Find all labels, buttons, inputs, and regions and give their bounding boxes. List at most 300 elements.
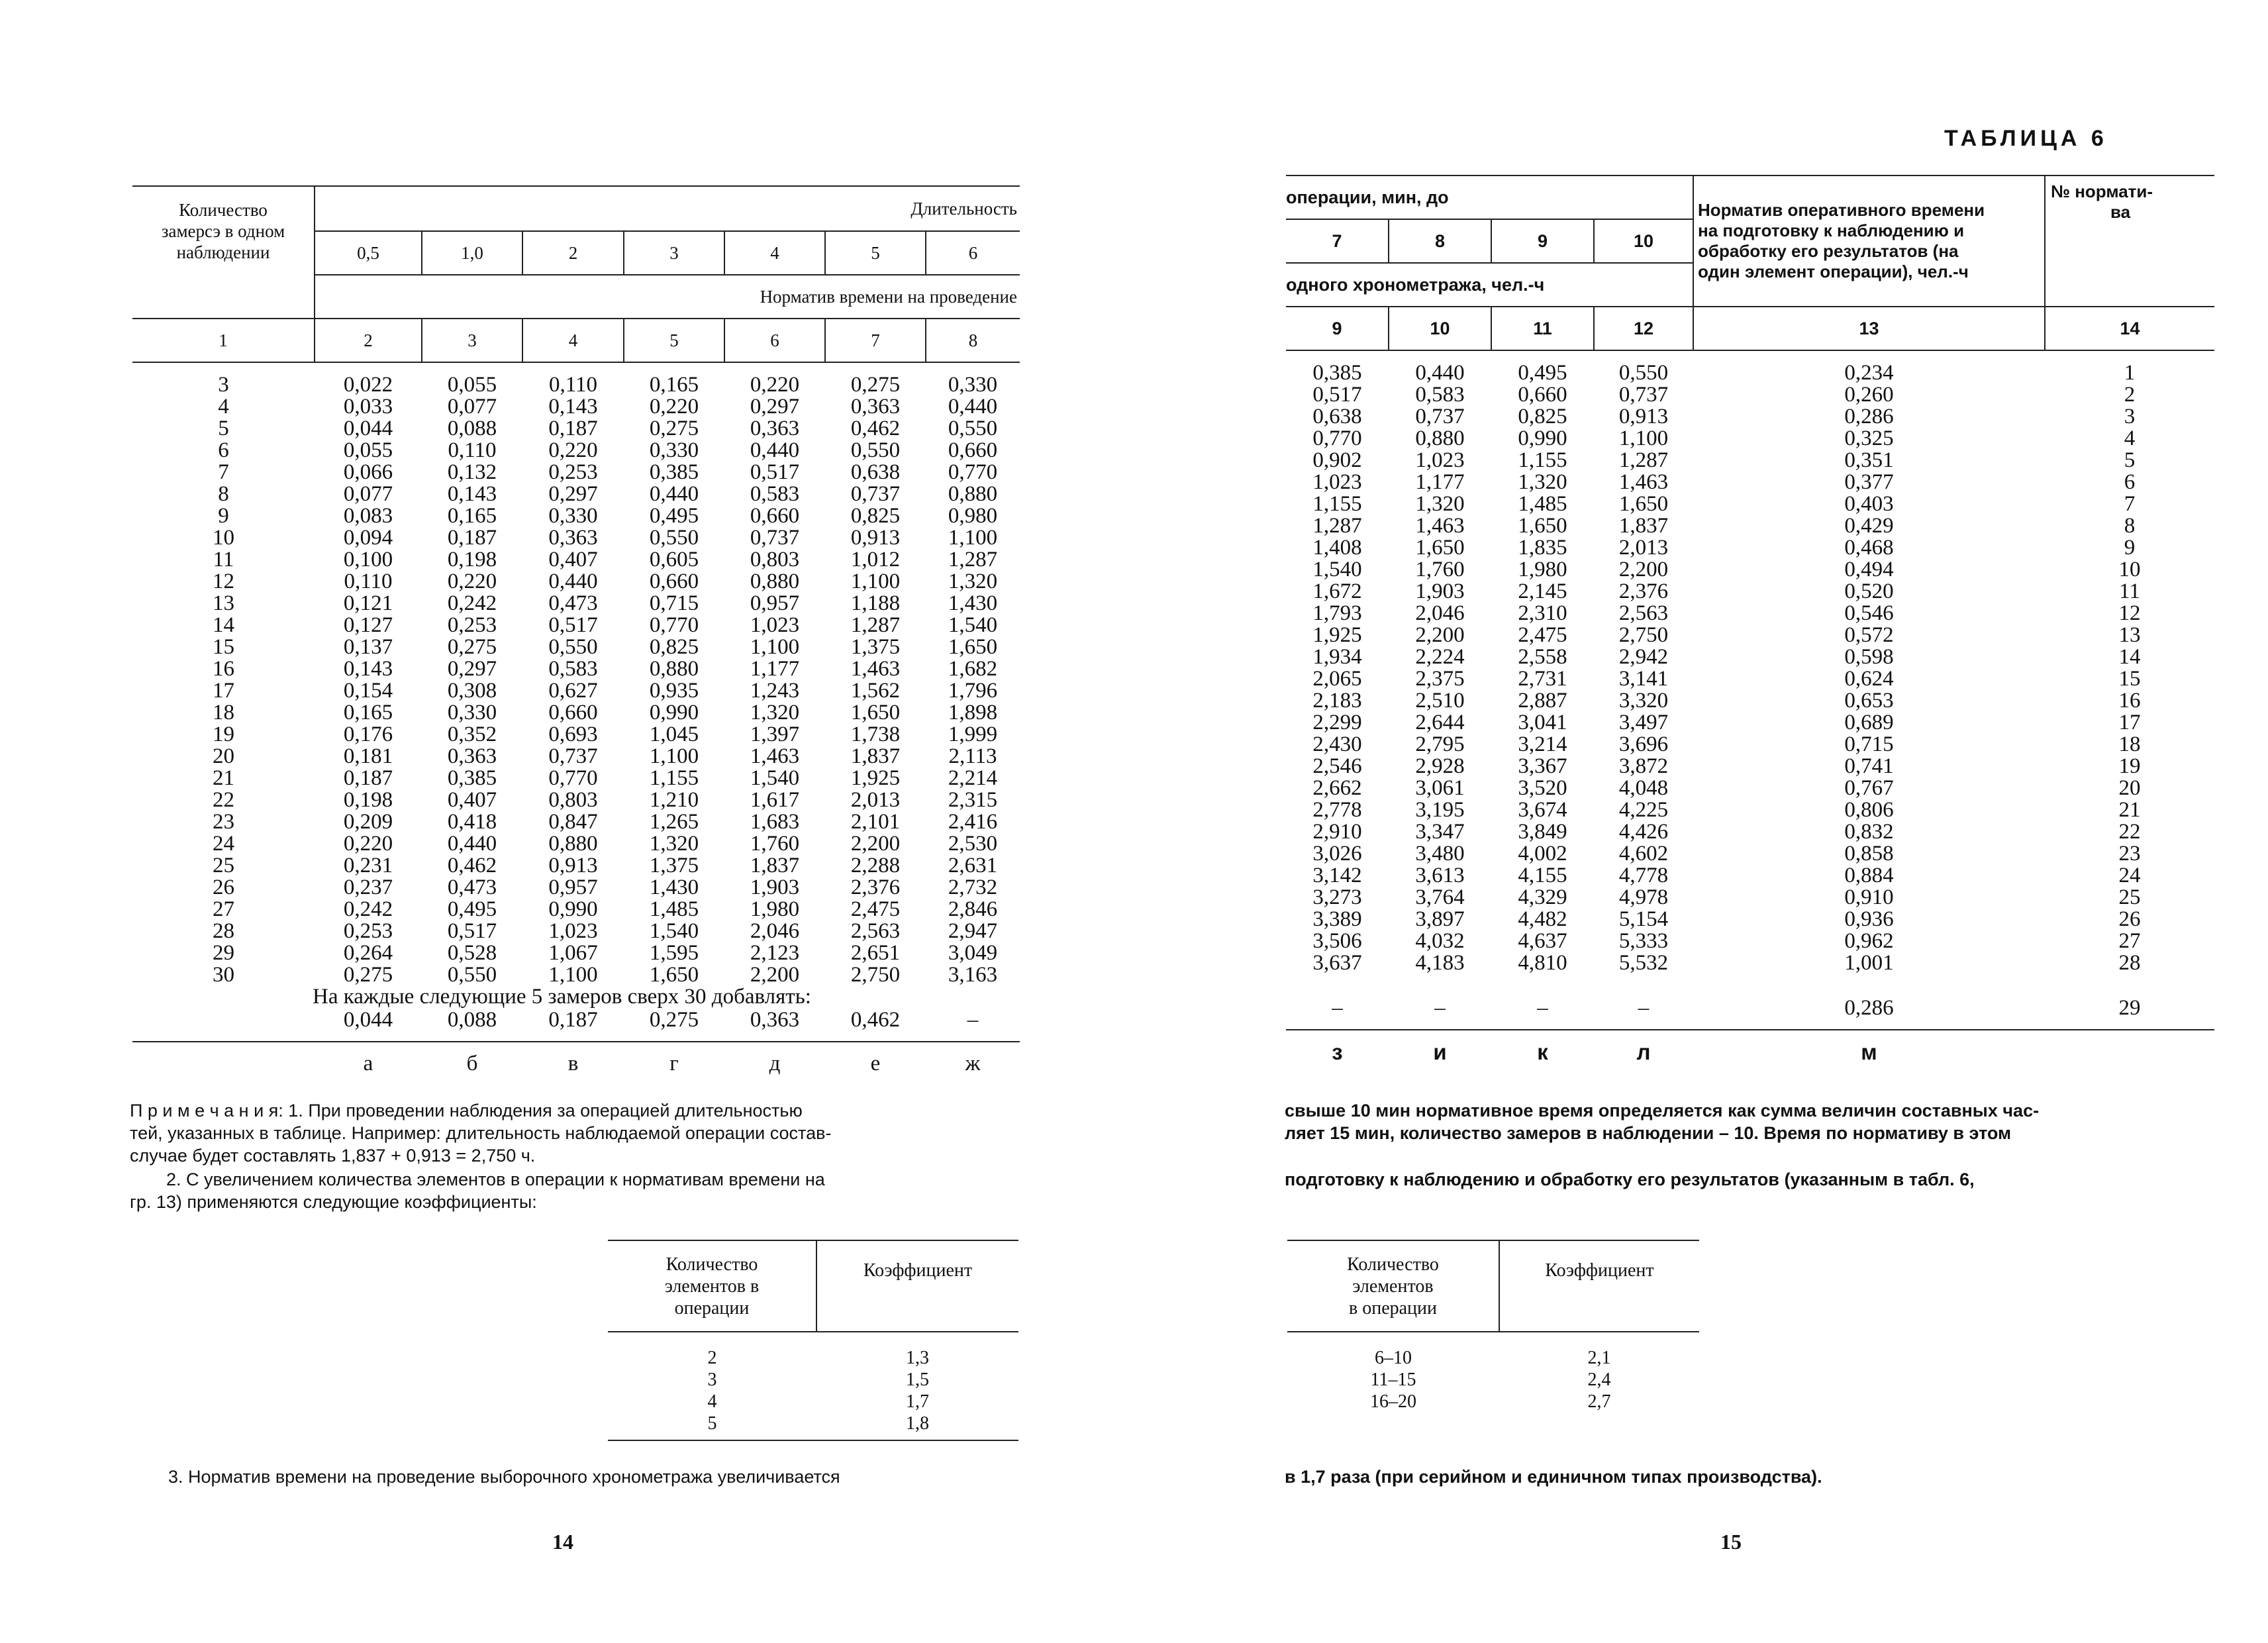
table-cell: 1,045 <box>649 722 699 746</box>
table-cell: 0,770 <box>1312 426 1362 450</box>
table-cell: 0,660 <box>1518 383 1567 407</box>
table-cell: 1,617 <box>750 788 800 812</box>
table-cell: 0,638 <box>1312 405 1362 428</box>
table-cell: 1,650 <box>649 963 699 987</box>
table-cell: 0,693 <box>548 722 598 746</box>
row-count: 12 <box>213 570 234 593</box>
table-cell: 2,200 <box>1618 558 1669 581</box>
column-number: 3 <box>422 319 522 362</box>
norm-number: 26 <box>2118 907 2141 931</box>
norm-number: 14 <box>2118 645 2141 669</box>
column-letter: м <box>1861 1040 1877 1064</box>
table-cell: 2,563 <box>1618 601 1669 625</box>
table-cell: 0,880 <box>948 482 998 506</box>
table-cell: 0,550 <box>948 417 998 440</box>
norm-number: 4 <box>2124 426 2136 450</box>
table-cell: 0,237 <box>343 875 393 899</box>
table-row <box>132 899 1020 921</box>
table-cell: 2,224 <box>1415 645 1465 669</box>
norm-number: 19 <box>2118 754 2141 778</box>
table-cell: 0,022 <box>343 373 393 397</box>
column-number: 13 <box>1693 307 2045 350</box>
table-cell: 3,141 <box>1618 667 1669 691</box>
extra-value: 0,363 <box>750 1007 800 1032</box>
table-cell: 2,113 <box>948 744 997 768</box>
table-cell: 0,297 <box>548 482 598 506</box>
table-cell: 2,310 <box>1518 601 1567 625</box>
duration-6: 6 <box>926 231 1020 275</box>
table-cell: 0,220 <box>649 395 699 419</box>
table-cell: 1,210 <box>649 788 699 812</box>
table-cell: 1,837 <box>750 854 800 877</box>
extra-value: 0,044 <box>343 1007 393 1032</box>
element-count: 2 <box>707 1348 717 1368</box>
table-cell: 1,738 <box>850 722 901 746</box>
table-cell: 0,033 <box>343 395 393 419</box>
table-cell: 1,485 <box>649 897 699 921</box>
table-cell: 1,067 <box>548 941 598 965</box>
table-cell: 0,627 <box>548 679 598 703</box>
coef-row <box>608 1347 1018 1369</box>
column-number: 11 <box>1491 307 1594 350</box>
table-cell: 0,385 <box>447 766 497 790</box>
table-cell: 2,200 <box>850 832 901 856</box>
table-cell: 1,287 <box>1618 448 1669 472</box>
table-cell: 0,990 <box>1518 426 1567 450</box>
table-cell: 2,288 <box>850 854 901 877</box>
table-cell: 2,631 <box>948 854 998 877</box>
table-cell: 0,275 <box>343 963 393 987</box>
page-15 <box>1134 0 2268 1643</box>
column-letter: л <box>1636 1040 1651 1064</box>
coef-row <box>608 1391 1018 1413</box>
extra-value: 0,462 <box>850 1007 901 1032</box>
element-count: 16–20 <box>1370 1391 1416 1412</box>
table-cell: 0,297 <box>447 657 497 681</box>
table-cell: 0,181 <box>343 744 393 768</box>
table-cell: 3,041 <box>1518 711 1567 734</box>
table-cell: 0,517 <box>447 919 497 943</box>
table-cell: 0,880 <box>1415 426 1465 450</box>
table-cell: 3,849 <box>1518 820 1567 844</box>
norm-number: 25 <box>2118 885 2141 909</box>
table-cell: 2,750 <box>850 963 901 987</box>
table-cell: 1,100 <box>750 635 800 659</box>
note-2: 2. С увеличением количества элементов в операции к нормативам времени на гр. 13) применяются следующие коэффициенты: <box>130 1170 825 1212</box>
table-cell: 0,127 <box>343 613 393 637</box>
table-cell: 0,689 <box>1844 711 1894 734</box>
table-cell: 0,220 <box>343 832 393 856</box>
table-cell: 0,264 <box>343 941 393 965</box>
table-cell: 0,330 <box>649 438 699 462</box>
norm-table-right <box>1286 175 2214 1073</box>
table-cell: 1,375 <box>850 635 901 659</box>
table-cell: 3,613 <box>1415 864 1465 887</box>
table-cell: 3,163 <box>948 963 998 987</box>
table-cell: 1,430 <box>649 875 699 899</box>
element-count: 3 <box>707 1369 717 1390</box>
table-cell: 1,980 <box>750 897 800 921</box>
coefficient: 1,5 <box>906 1369 929 1390</box>
blank-cell <box>2045 1030 2214 1073</box>
table-cell: 3,764 <box>1415 885 1465 909</box>
column-letter: ж <box>965 1052 981 1075</box>
table-row <box>132 964 1020 986</box>
table-cell: 1,837 <box>1618 514 1669 538</box>
table-cell: 1,430 <box>948 591 998 615</box>
row-count: 20 <box>213 744 234 768</box>
table-cell: 0,363 <box>850 395 901 419</box>
table-row <box>1286 362 2214 384</box>
extra-value: 0,088 <box>447 1007 497 1032</box>
duration-10: 10 <box>1594 219 1693 263</box>
table-cell: 5,532 <box>1618 951 1669 975</box>
column-letter: д <box>769 1052 781 1075</box>
table-cell: 2,887 <box>1518 689 1567 713</box>
table-cell: 2,101 <box>850 810 901 834</box>
table-row <box>132 505 1020 527</box>
table-cell: 4,810 <box>1518 951 1567 975</box>
norm-number: 8 <box>2124 514 2136 538</box>
table-cell: 1,320 <box>948 570 998 593</box>
table-cell: 0,880 <box>649 657 699 681</box>
table-cell: 1,012 <box>850 548 901 572</box>
table-cell: 0,440 <box>447 832 497 856</box>
table-cell: 0,528 <box>447 941 497 965</box>
table-cell: 1,177 <box>750 657 800 681</box>
table-cell: 0,330 <box>447 701 497 724</box>
table-cell: 0,936 <box>1844 907 1894 931</box>
coefficient: 2,7 <box>1587 1391 1611 1412</box>
table-row <box>132 615 1020 636</box>
table-cell: 0,517 <box>750 460 800 484</box>
table-row <box>1286 515 2214 537</box>
table-cell: 1,925 <box>850 766 901 790</box>
table-cell: 0,088 <box>447 417 497 440</box>
extra-value: – <box>1537 995 1548 1020</box>
coef-row <box>608 1413 1018 1434</box>
table-cell: 1,287 <box>948 548 998 572</box>
table-cell: 0,520 <box>1844 579 1894 603</box>
table-cell: 0,770 <box>948 460 998 484</box>
table-cell: 1,485 <box>1518 492 1567 516</box>
extra-value: 0,275 <box>649 1007 699 1032</box>
table-cell: 0,352 <box>447 722 497 746</box>
coef-count-header: Количество элементов в операции <box>608 1240 816 1332</box>
table-cell: 0,209 <box>343 810 393 834</box>
table-cell: 0,737 <box>850 482 901 506</box>
coefficient: 1,8 <box>906 1413 929 1434</box>
table-cell: 0,242 <box>343 897 393 921</box>
table-cell: 2,942 <box>1618 645 1669 669</box>
table-cell: 2,750 <box>1618 623 1669 647</box>
norm-number: 3 <box>2124 405 2136 428</box>
table-cell: 4,048 <box>1618 776 1669 800</box>
table-cell: 0,980 <box>948 504 998 528</box>
table-cell: 1,595 <box>649 941 699 965</box>
table-cell: 0,253 <box>548 460 598 484</box>
table-cell: 0,473 <box>447 875 497 899</box>
table-cell: 0,962 <box>1844 929 1894 953</box>
norm13-header: Норматив оперативного времени на подготовку к наблюдению и обработку его результатов (на один элемент операции), чел.-ч <box>1693 175 2045 307</box>
extra-value: – <box>1638 995 1650 1020</box>
table-cell: 0,385 <box>649 460 699 484</box>
duration-8: 8 <box>1389 219 1491 263</box>
row-count: 8 <box>218 482 229 506</box>
table-cell: 0,715 <box>649 591 699 615</box>
norm-number: 16 <box>2118 689 2141 713</box>
element-count: 5 <box>707 1413 717 1434</box>
coef-header: Коэффициент <box>1499 1240 1699 1332</box>
table-cell: 0,473 <box>548 591 598 615</box>
table-cell: 1,100 <box>948 526 998 550</box>
norm-number: 10 <box>2118 558 2141 581</box>
table-row <box>132 658 1020 680</box>
table-cell: 0,913 <box>850 526 901 550</box>
table-cell: 0,583 <box>548 657 598 681</box>
table-row <box>132 374 1020 396</box>
table-cell: 0,990 <box>548 897 598 921</box>
table-cell: 0,550 <box>850 438 901 462</box>
note-1: свыше 10 мин нормативное время определяется как сумма величин составных час- ляет 15 мин, количество замеров в наблюдении – 10. Время по нормативу в этом <box>1285 1101 2040 1143</box>
coefficient: 1,3 <box>906 1348 929 1368</box>
table-row <box>1286 690 2214 712</box>
norm-number: 24 <box>2118 864 2141 887</box>
column-letter: г <box>669 1052 679 1075</box>
row-count: 3 <box>218 373 229 397</box>
table-cell: 2,475 <box>1518 623 1567 647</box>
table-cell: 3,497 <box>1618 711 1669 734</box>
table-cell: 3,897 <box>1415 907 1465 931</box>
count-header: Количество замерсэ в одном наблюдении <box>132 186 315 275</box>
table-cell: 0,770 <box>649 613 699 637</box>
table-cell: 1,540 <box>1312 558 1362 581</box>
table-cell: 0,407 <box>447 788 497 812</box>
coef-count-header: Количество элементов в операции <box>1287 1240 1499 1332</box>
table-cell: 0,407 <box>548 548 598 572</box>
table-cell: 0,847 <box>548 810 598 834</box>
table-cell: 3,480 <box>1415 842 1465 866</box>
table-cell: 0,550 <box>1618 361 1669 385</box>
table-cell: 1,683 <box>750 810 800 834</box>
table-cell: 0,440 <box>649 482 699 506</box>
table-cell: 2,928 <box>1415 754 1465 778</box>
table-cell: 3,506 <box>1312 929 1362 953</box>
table-row <box>1286 493 2214 515</box>
norm-number: 9 <box>2124 536 2136 560</box>
table-cell: 0,143 <box>447 482 497 506</box>
table-cell: 0,495 <box>649 504 699 528</box>
table-cell: 1,540 <box>948 613 998 637</box>
extra-value: 29 <box>2118 995 2141 1020</box>
table-cell: 1,540 <box>649 919 699 943</box>
table-row <box>1286 756 2214 777</box>
table-cell: 3,061 <box>1415 776 1465 800</box>
table-cell: 0,137 <box>343 635 393 659</box>
row-count: 27 <box>213 897 234 921</box>
table-cell: 0,154 <box>343 679 393 703</box>
table-cell: 2,732 <box>948 875 998 899</box>
column-number: 12 <box>1594 307 1693 350</box>
table-row <box>132 921 1020 942</box>
table-cell: 3,347 <box>1415 820 1465 844</box>
table-cell: 0,253 <box>343 919 393 943</box>
table-cell: 2,795 <box>1415 732 1465 756</box>
table-title: ТАБЛИЦА 6 <box>1944 126 2108 151</box>
note-1: П р и м е ч а н и я: 1. При проведении наблюдения за операцией длительностью тей, указанных в таблице. Например: длительность наблюдаемой операции состав- случае будет составлять 1,837 + 0,913 = 2,750 ч. <box>130 1101 832 1166</box>
table-cell: 2,315 <box>948 788 998 812</box>
table-cell: 0,403 <box>1844 492 1894 516</box>
table-cell: 0,770 <box>548 766 598 790</box>
table-cell: 1,650 <box>1618 492 1669 516</box>
table-cell: 0,737 <box>1618 383 1669 407</box>
table-cell: 0,440 <box>548 570 598 593</box>
duration-header: Длительность <box>315 186 1020 231</box>
table-cell: 2,214 <box>948 766 998 790</box>
table-row <box>1286 821 2214 843</box>
table-cell: 1,898 <box>948 701 998 724</box>
table-cell: 0,913 <box>1618 405 1669 428</box>
table-cell: 0,187 <box>447 526 497 550</box>
column-number: 8 <box>926 319 1020 362</box>
table-cell: 0,913 <box>548 854 598 877</box>
table-cell: 0,806 <box>1844 798 1894 822</box>
table-cell: 1,320 <box>1518 470 1567 494</box>
table-row <box>132 440 1020 462</box>
table-cell: 0,253 <box>447 613 497 637</box>
table-cell: 0,198 <box>447 548 497 572</box>
table-row <box>1286 472 2214 493</box>
table-cell: 0,325 <box>1844 426 1894 450</box>
table-cell: 0,077 <box>447 395 497 419</box>
table-cell: 3,520 <box>1518 776 1567 800</box>
table-cell: 0,598 <box>1844 645 1894 669</box>
norm-number: 22 <box>2118 820 2141 844</box>
column-number: 14 <box>2045 307 2214 350</box>
column-letter: е <box>870 1052 881 1075</box>
table-cell: 0,242 <box>447 591 497 615</box>
table-cell: 1,682 <box>948 657 998 681</box>
table-cell: 0,363 <box>447 744 497 768</box>
table-cell: 1,397 <box>750 722 800 746</box>
table-cell: 0,495 <box>447 897 497 921</box>
table-cell: 3,674 <box>1518 798 1567 822</box>
element-count: 11–15 <box>1370 1369 1416 1390</box>
table-cell: 2,546 <box>1312 754 1362 778</box>
table-cell: 2,376 <box>1618 579 1669 603</box>
table-cell: 1,650 <box>948 635 998 659</box>
table-row <box>132 396 1020 418</box>
table-row <box>132 527 1020 549</box>
row-count: 15 <box>213 635 234 659</box>
norm-table-left <box>132 185 1020 1085</box>
norm-number: 7 <box>2124 492 2136 516</box>
duration-9: 9 <box>1491 219 1594 263</box>
row-count: 10 <box>213 526 234 550</box>
table-cell: 1,760 <box>750 832 800 856</box>
row-count: 21 <box>213 766 234 790</box>
table-cell: 1,903 <box>750 875 800 899</box>
table-cell: 4,778 <box>1618 864 1669 887</box>
page-number: 15 <box>1720 1530 1742 1554</box>
table-cell: 1,650 <box>1518 514 1567 538</box>
table-cell: 4,602 <box>1618 842 1669 866</box>
table-cell: 0,121 <box>343 591 393 615</box>
table-cell: 1,100 <box>1618 426 1669 450</box>
table-cell: 0,165 <box>447 504 497 528</box>
table-cell: 0,165 <box>343 701 393 724</box>
table-cell: 0,429 <box>1844 514 1894 538</box>
table-cell: 2,013 <box>850 788 901 812</box>
table-row <box>132 746 1020 768</box>
table-cell: 1,155 <box>649 766 699 790</box>
table-cell: 0,935 <box>649 679 699 703</box>
table-cell: 3,026 <box>1312 842 1362 866</box>
table-cell: 3,273 <box>1312 885 1362 909</box>
row-count: 28 <box>213 919 234 943</box>
table-cell: 0,351 <box>1844 448 1894 472</box>
norm-number: 12 <box>2118 601 2141 625</box>
table-row <box>132 680 1020 702</box>
table-row <box>1286 646 2214 668</box>
table-row <box>1286 450 2214 472</box>
table-cell: 1,837 <box>850 744 901 768</box>
table-cell: 4,978 <box>1618 885 1669 909</box>
column-letter: и <box>1433 1040 1447 1064</box>
column-number: 1 <box>132 319 315 362</box>
table-row <box>132 593 1020 615</box>
table-row <box>132 462 1020 483</box>
table-cell: 1,835 <box>1518 536 1567 560</box>
table-cell: 1,287 <box>1312 514 1362 538</box>
column-letter: б <box>466 1052 478 1075</box>
table-cell: 0,330 <box>948 373 998 397</box>
column-number: 4 <box>522 319 624 362</box>
table-cell: 0,094 <box>343 526 393 550</box>
column-letter: а <box>363 1052 373 1075</box>
coef-header: Коэффициент <box>816 1240 1018 1332</box>
table-cell: 1,023 <box>548 919 598 943</box>
table-cell: 2,145 <box>1518 579 1567 603</box>
table-row <box>132 768 1020 789</box>
table-row <box>1286 537 2214 559</box>
table-cell: 2,910 <box>1312 820 1362 844</box>
norm-number: 11 <box>2119 579 2140 603</box>
table-cell: 1,001 <box>1844 951 1894 975</box>
norm-number: 27 <box>2118 929 2141 953</box>
table-cell: 3,142 <box>1312 864 1362 887</box>
table-cell: 1,320 <box>649 832 699 856</box>
table-row <box>1286 406 2214 428</box>
norm-number: 23 <box>2118 842 2141 866</box>
table-row <box>1286 909 2214 930</box>
table-row <box>1286 581 2214 603</box>
column-letter: з <box>1332 1040 1343 1064</box>
table-cell: 1,903 <box>1415 579 1465 603</box>
table-row <box>1286 603 2214 624</box>
table-cell: 0,660 <box>649 570 699 593</box>
table-cell: 3,320 <box>1618 689 1669 713</box>
table-cell: 0,055 <box>447 373 497 397</box>
row-count: 11 <box>213 548 234 572</box>
table-row <box>1286 384 2214 406</box>
norm-number: 15 <box>2118 667 2141 691</box>
table-cell: 0,741 <box>1844 754 1894 778</box>
table-cell: 0,737 <box>1415 405 1465 428</box>
table-cell: 0,495 <box>1518 361 1567 385</box>
table-cell: 1,100 <box>850 570 901 593</box>
table-cell: 4,482 <box>1518 907 1567 931</box>
